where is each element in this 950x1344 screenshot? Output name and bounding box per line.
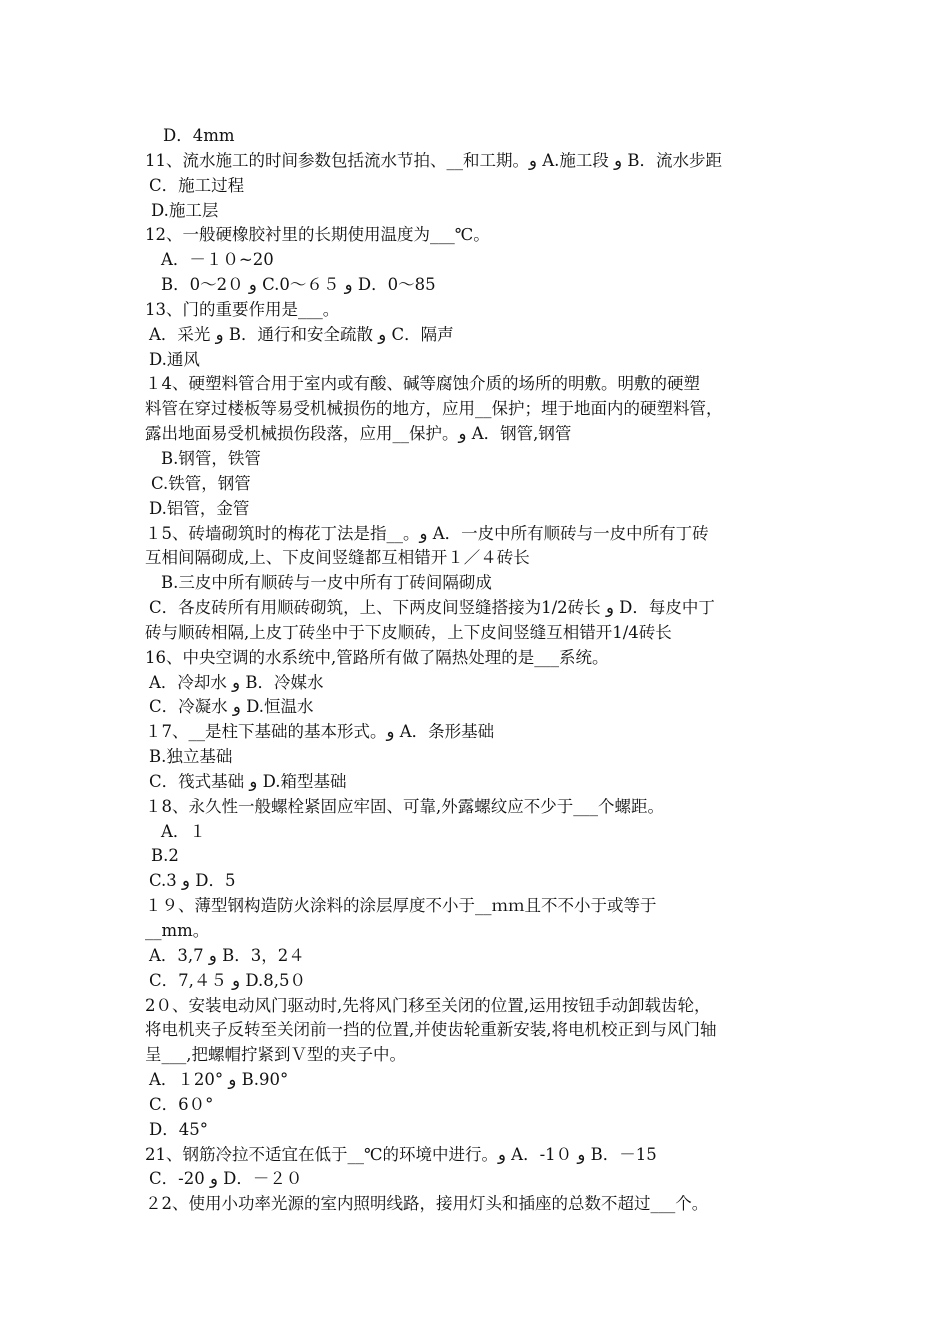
text-line: A．冷却水 و B．冷媒水 [149, 672, 324, 692]
text-line: １4、硬塑料管合用于室内或有酸、碱等腐蚀介质的场所的明敷。明敷的硬塑 [145, 374, 700, 394]
text-line: 13、门的重要作用是___。 [145, 299, 340, 319]
text-line: D.铝管，金管 [149, 498, 250, 518]
text-line: 将电机夹子反转至关闭前一挡的位置,并使齿轮重新安装,将电机校正到与风门轴 [145, 1020, 717, 1040]
text-line: B．0～2０ و C.0～６５ و D．0～85 [161, 275, 436, 295]
text-line: B.独立基础 [149, 747, 233, 767]
text-line: D.施工层 [151, 200, 219, 220]
text-line: 呈___,把螺帽拧紧到Ｖ型的夹子中。 [145, 1045, 406, 1065]
text-line: C．-20 و D．－２０ [149, 1169, 303, 1189]
text-line: A．－１０~20 [161, 250, 274, 270]
text-line: D．4mm [163, 126, 235, 145]
text-line: 21、钢筋冷拉不适宜在低于__℃的环境中进行。و A．-1０ و B．－15 [145, 1144, 657, 1164]
text-line: B.三皮中所有顺砖与一皮中所有丁砖间隔砌成 [161, 573, 492, 593]
text-line: C．6０° [149, 1094, 214, 1114]
text-line: 16、中央空调的水系统中,管路所有做了隔热处理的是___系统。 [145, 647, 609, 667]
text-line: C．筏式基础 و D.箱型基础 [149, 771, 347, 791]
text-line: A．采光 و B．通行和安全疏散 و C．隔声 [149, 324, 454, 344]
text-line: １９、薄型钢构造防火涂料的涂层厚度不小于__ｍｍ且不不小于或等于 [145, 896, 657, 916]
text-line: 11、流水施工的时间参数包括流水节拍、__和工期。و A.施工段 و B．流水步距 [145, 150, 722, 170]
text-line: D．45° [149, 1119, 208, 1139]
text-line: C.3 و D．5 [149, 871, 236, 891]
text-line: 露出地面易受机械损伤段落，应用__保护。و A．钢管,钢管 [145, 424, 572, 444]
text-line: A．１20° و B.90° [149, 1070, 289, 1090]
text-line: C.铁管，钢管 [151, 473, 251, 493]
text-line: A．１ [161, 821, 206, 841]
text-line: A．3,7 و B．3，2４ [149, 945, 305, 965]
text-line: C．冷凝水 و D.恒温水 [149, 697, 314, 717]
text-line: C．7,４５ و D.8,5０ [149, 970, 306, 990]
text-line: ２2、使用小功率光源的室内照明线路，接用灯头和插座的总数不超过___个。 [145, 1194, 709, 1214]
text-line: B.钢管，铁管 [161, 448, 261, 468]
text-line: １5、砖墙砌筑时的梅花丁法是指__。و A．一皮中所有顺砖与一皮中所有丁砖 [145, 523, 709, 543]
text-line: C．各皮砖所有用顺砖砌筑，上、下两皮间竖缝搭接为1/2砖长 و D．每皮中丁 [149, 598, 715, 618]
text-line: １8、永久性一般螺栓紧固应牢固、可靠,外露螺纹应不少于___个螺距。 [145, 796, 664, 816]
text-line: D.通风 [149, 349, 200, 369]
text-line: 12、一般硬橡胶衬里的长期使用温度为___℃。 [145, 225, 490, 245]
text-line: __mm。 [145, 921, 210, 940]
text-line: 2０、安装电动风门驱动时,先将风门移至关闭的位置,运用按钮手动卸载齿轮， [145, 995, 711, 1015]
text-line: 砖与顺砖相隔,上皮丁砖坐中于下皮顺砖，上下皮间竖缝互相错开1/4砖长 [145, 622, 672, 642]
text-line: 料管在穿过楼板等易受机械损伤的地方，应用__保护；埋于地面内的硬塑料管， [145, 399, 723, 419]
text-line: １7、__是柱下基础的基本形式。و A．条形基础 [145, 722, 495, 742]
text-line: B.2 [151, 846, 179, 866]
text-line: 互相间隔砌成,上、下皮间竖缝都互相错开１／４砖长 [145, 548, 530, 568]
text-line: C．施工过程 [149, 175, 245, 195]
document-body [145, 124, 825, 1217]
